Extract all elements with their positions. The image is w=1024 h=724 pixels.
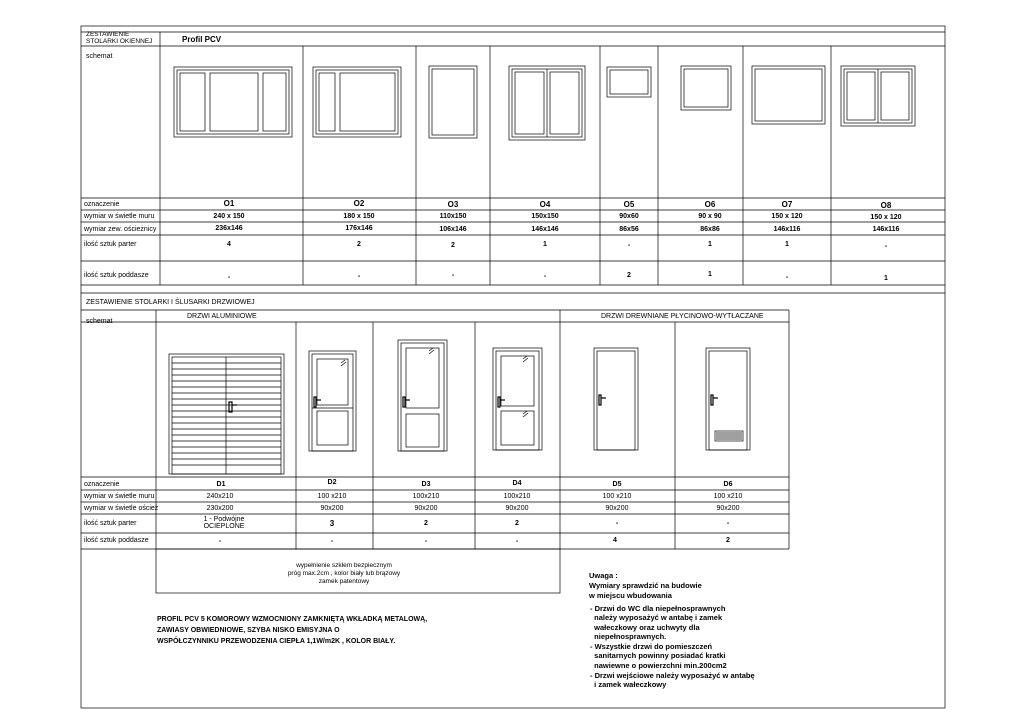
window-O7-poddasze: - (785, 274, 789, 281)
window-O6-poddasze: 1 (708, 271, 712, 278)
uwaga-bullet: - Wszystkie drzwi do pomieszczeń sanitarnych powinny posiadać kratki nawiewne o powierzchni min.200cm2 (590, 642, 727, 670)
uwaga-line: w miejscu wbudowania (589, 591, 672, 600)
window-O6-parter: 1 (708, 241, 712, 248)
door-D6-drawing (706, 348, 750, 450)
door-D4-parter: 2 (515, 520, 519, 527)
window-O8-muru: 150 x 120 (870, 214, 902, 221)
doors-wymiar-muru-label: wymiar w świetle muru (84, 493, 155, 500)
profile-note: PROFIL PCV 5 KOMOROWY WZMOCNIONY ZAMKNIĘTĄ WKŁADKĄ METALOWĄ, ZAWIASY OBWIEDNIOWE, SZYBA NISKO EMISYJNA O WSPÓŁCZYNNIKU PRZEWODZENIA CIEPŁA 1,1W/m2K , KOLOR BIAŁY. (157, 616, 428, 645)
window-O6-id: O6 (704, 200, 716, 209)
window-O1-id: O1 (223, 199, 235, 208)
window-O5-zew: 86x56 (619, 226, 639, 233)
window-O3-poddasze: - (451, 272, 455, 279)
door-D6-muru: 100 x210 (713, 493, 743, 500)
door-D5-id: D5 (612, 481, 622, 488)
door-D4-muru: 100x210 (503, 493, 531, 500)
doors-ilosc-parter-label: ilość sztuk parter (84, 520, 137, 527)
window-O1-drawing (174, 67, 292, 137)
windows-ilosc-parter-label: ilość sztuk parter (84, 241, 137, 248)
window-O4-muru: 150x150 (531, 213, 559, 220)
window-O5-drawing (607, 67, 651, 97)
doors-oznaczenie-label: oznaczenie (84, 481, 120, 488)
door-D4-poddasze: - (515, 538, 519, 545)
window-O7-muru: 150 x 120 (771, 213, 803, 220)
doors-ilosc-poddasze-label: ilość sztuk poddasze (84, 537, 149, 544)
door-D4-oscieza: 90x200 (505, 505, 529, 512)
door-D3-id: D3 (421, 481, 431, 488)
window-O5-id: O5 (623, 200, 635, 209)
door-D2-oscieza: 90x200 (320, 505, 344, 512)
window-O8-poddasze: 1 (884, 275, 888, 282)
door-D1-id: D1 (216, 481, 226, 488)
windows-ilosc-poddasze-label: ilość sztuk poddasze (84, 272, 149, 279)
door-D1-oscieza: 230x200 (206, 505, 234, 512)
windows-profile: Profil PCV (182, 35, 222, 44)
window-O1-poddasze: - (227, 274, 231, 281)
window-O7-id: O7 (781, 200, 793, 209)
window-O4-zew: 146x146 (531, 226, 559, 233)
door-D5-drawing (594, 348, 638, 450)
window-O5-muru: 90x60 (619, 213, 639, 220)
door-D3-muru: 100x210 (412, 493, 440, 500)
door-D6-parter: - (726, 520, 730, 527)
window-O2-id: O2 (353, 199, 365, 208)
windows-schemat-label: schemat (86, 53, 113, 60)
window-O7-parter: 1 (785, 241, 789, 248)
sheet-frame (81, 26, 945, 708)
door-D2-parter: 3 (329, 519, 335, 528)
door-D5-poddasze: 4 (613, 537, 617, 544)
door-D1-muru: 240x210 (206, 493, 234, 500)
window-O4-parter: 1 (543, 241, 547, 248)
window-O8-id: O8 (880, 201, 892, 210)
window-O3-zew: 106x146 (439, 226, 467, 233)
window-O5-parter: - (627, 242, 631, 249)
door-D2-muru: 100 x210 (317, 493, 347, 500)
window-O4-poddasze: - (543, 273, 547, 280)
uwaga-bullet: - Drzwi wejściowe należy wyposażyć w antabę i zamek wałeczkowy (590, 671, 755, 690)
doors-group-wood: DRZWI DREWNIANE PŁYCINOWO-WYTŁACZANE (601, 313, 764, 320)
window-O1-muru: 240 x 150 (213, 213, 245, 220)
door-D5-parter: - (615, 520, 619, 527)
window-O1-zew: 236x146 (215, 225, 243, 232)
doors-schemat-label: schemat (86, 318, 113, 325)
window-O6-zew: 86x86 (700, 226, 720, 233)
door-D6-oscieza: 90x200 (716, 505, 740, 512)
doors-wymiar-oscieza-label: wymiar w świetle oścież (84, 505, 159, 512)
window-O6-drawing (681, 66, 731, 110)
door-D1-parter: 1 - Podwójne OCIEPLONE (203, 516, 245, 531)
windows-title: ZESTAWIENIE STOLARKI OKIENNEJ (86, 31, 153, 46)
door-D5-oscieza: 90x200 (605, 505, 629, 512)
window-O5-poddasze: 2 (627, 272, 631, 279)
window-O6-muru: 90 x 90 (698, 213, 722, 220)
door-D3-drawing (398, 340, 447, 451)
door-D6-id: D6 (723, 481, 733, 488)
window-O7-zew: 146x116 (773, 226, 801, 233)
window-O3-id: O3 (447, 200, 459, 209)
window-O8-zew: 146x116 (872, 226, 900, 233)
windows-wymiar-zew-label: wymiar zew. ościeżnicy (84, 226, 157, 233)
window-O3-drawing (429, 66, 477, 138)
door-D1-poddasze: - (218, 538, 222, 545)
window-O2-muru: 180 x 150 (343, 213, 375, 220)
window-O7-drawing (752, 66, 825, 124)
door-D6-poddasze: 2 (726, 537, 730, 544)
door-D2-drawing (309, 351, 356, 451)
door-D4-id: D4 (512, 480, 522, 487)
door-D3-oscieza: 90x200 (414, 505, 438, 512)
door-D4-drawing (493, 348, 542, 450)
window-O2-parter: 2 (357, 241, 361, 248)
uwaga-line: Wymiary sprawdzić na budowie (589, 581, 702, 590)
door-D3-parter: 2 (424, 520, 428, 527)
door-D1-drawing (169, 354, 284, 474)
door-D2-id: D2 (327, 479, 337, 486)
doors-title: ZESTAWIENIE STOLARKI I ŚLUSARKI DRZWIOWEJ (86, 299, 255, 306)
window-O8-drawing (841, 66, 915, 126)
aluminium-note: wypełnienie szkłem bezpiecznym próg max.2cm , kolor biały lub brązowy zamek patentowy (287, 562, 401, 586)
window-O2-zew: 176x146 (345, 225, 373, 232)
door-D3-poddasze: - (424, 538, 428, 545)
windows-oznaczenie-label: oznaczenie (84, 201, 120, 208)
window-O8-parter: - (884, 243, 888, 250)
window-O2-drawing (313, 67, 401, 137)
window-O1-parter: 4 (227, 241, 231, 248)
uwaga-bullet: - Drzwi do WC dla niepełnosprawnych należy wyposażyć w antabę i zamek wałeczkowy oraz uchwyty dla niepełnosprawnych. (590, 604, 726, 642)
window-O4-id: O4 (539, 200, 551, 209)
window-O4-drawing (509, 66, 585, 140)
window-O2-poddasze: - (357, 273, 361, 280)
windows-wymiar-muru-label: wymiar w świetle muru (84, 213, 155, 220)
door-D5-muru: 100 x210 (602, 493, 632, 500)
window-O3-parter: 2 (451, 242, 455, 249)
uwaga-title: Uwaga : (589, 571, 618, 580)
window-O3-muru: 110x150 (439, 213, 467, 220)
door-D2-poddasze: - (330, 538, 334, 545)
doors-group-aluminium: DRZWI ALUMINIOWE (187, 313, 257, 320)
